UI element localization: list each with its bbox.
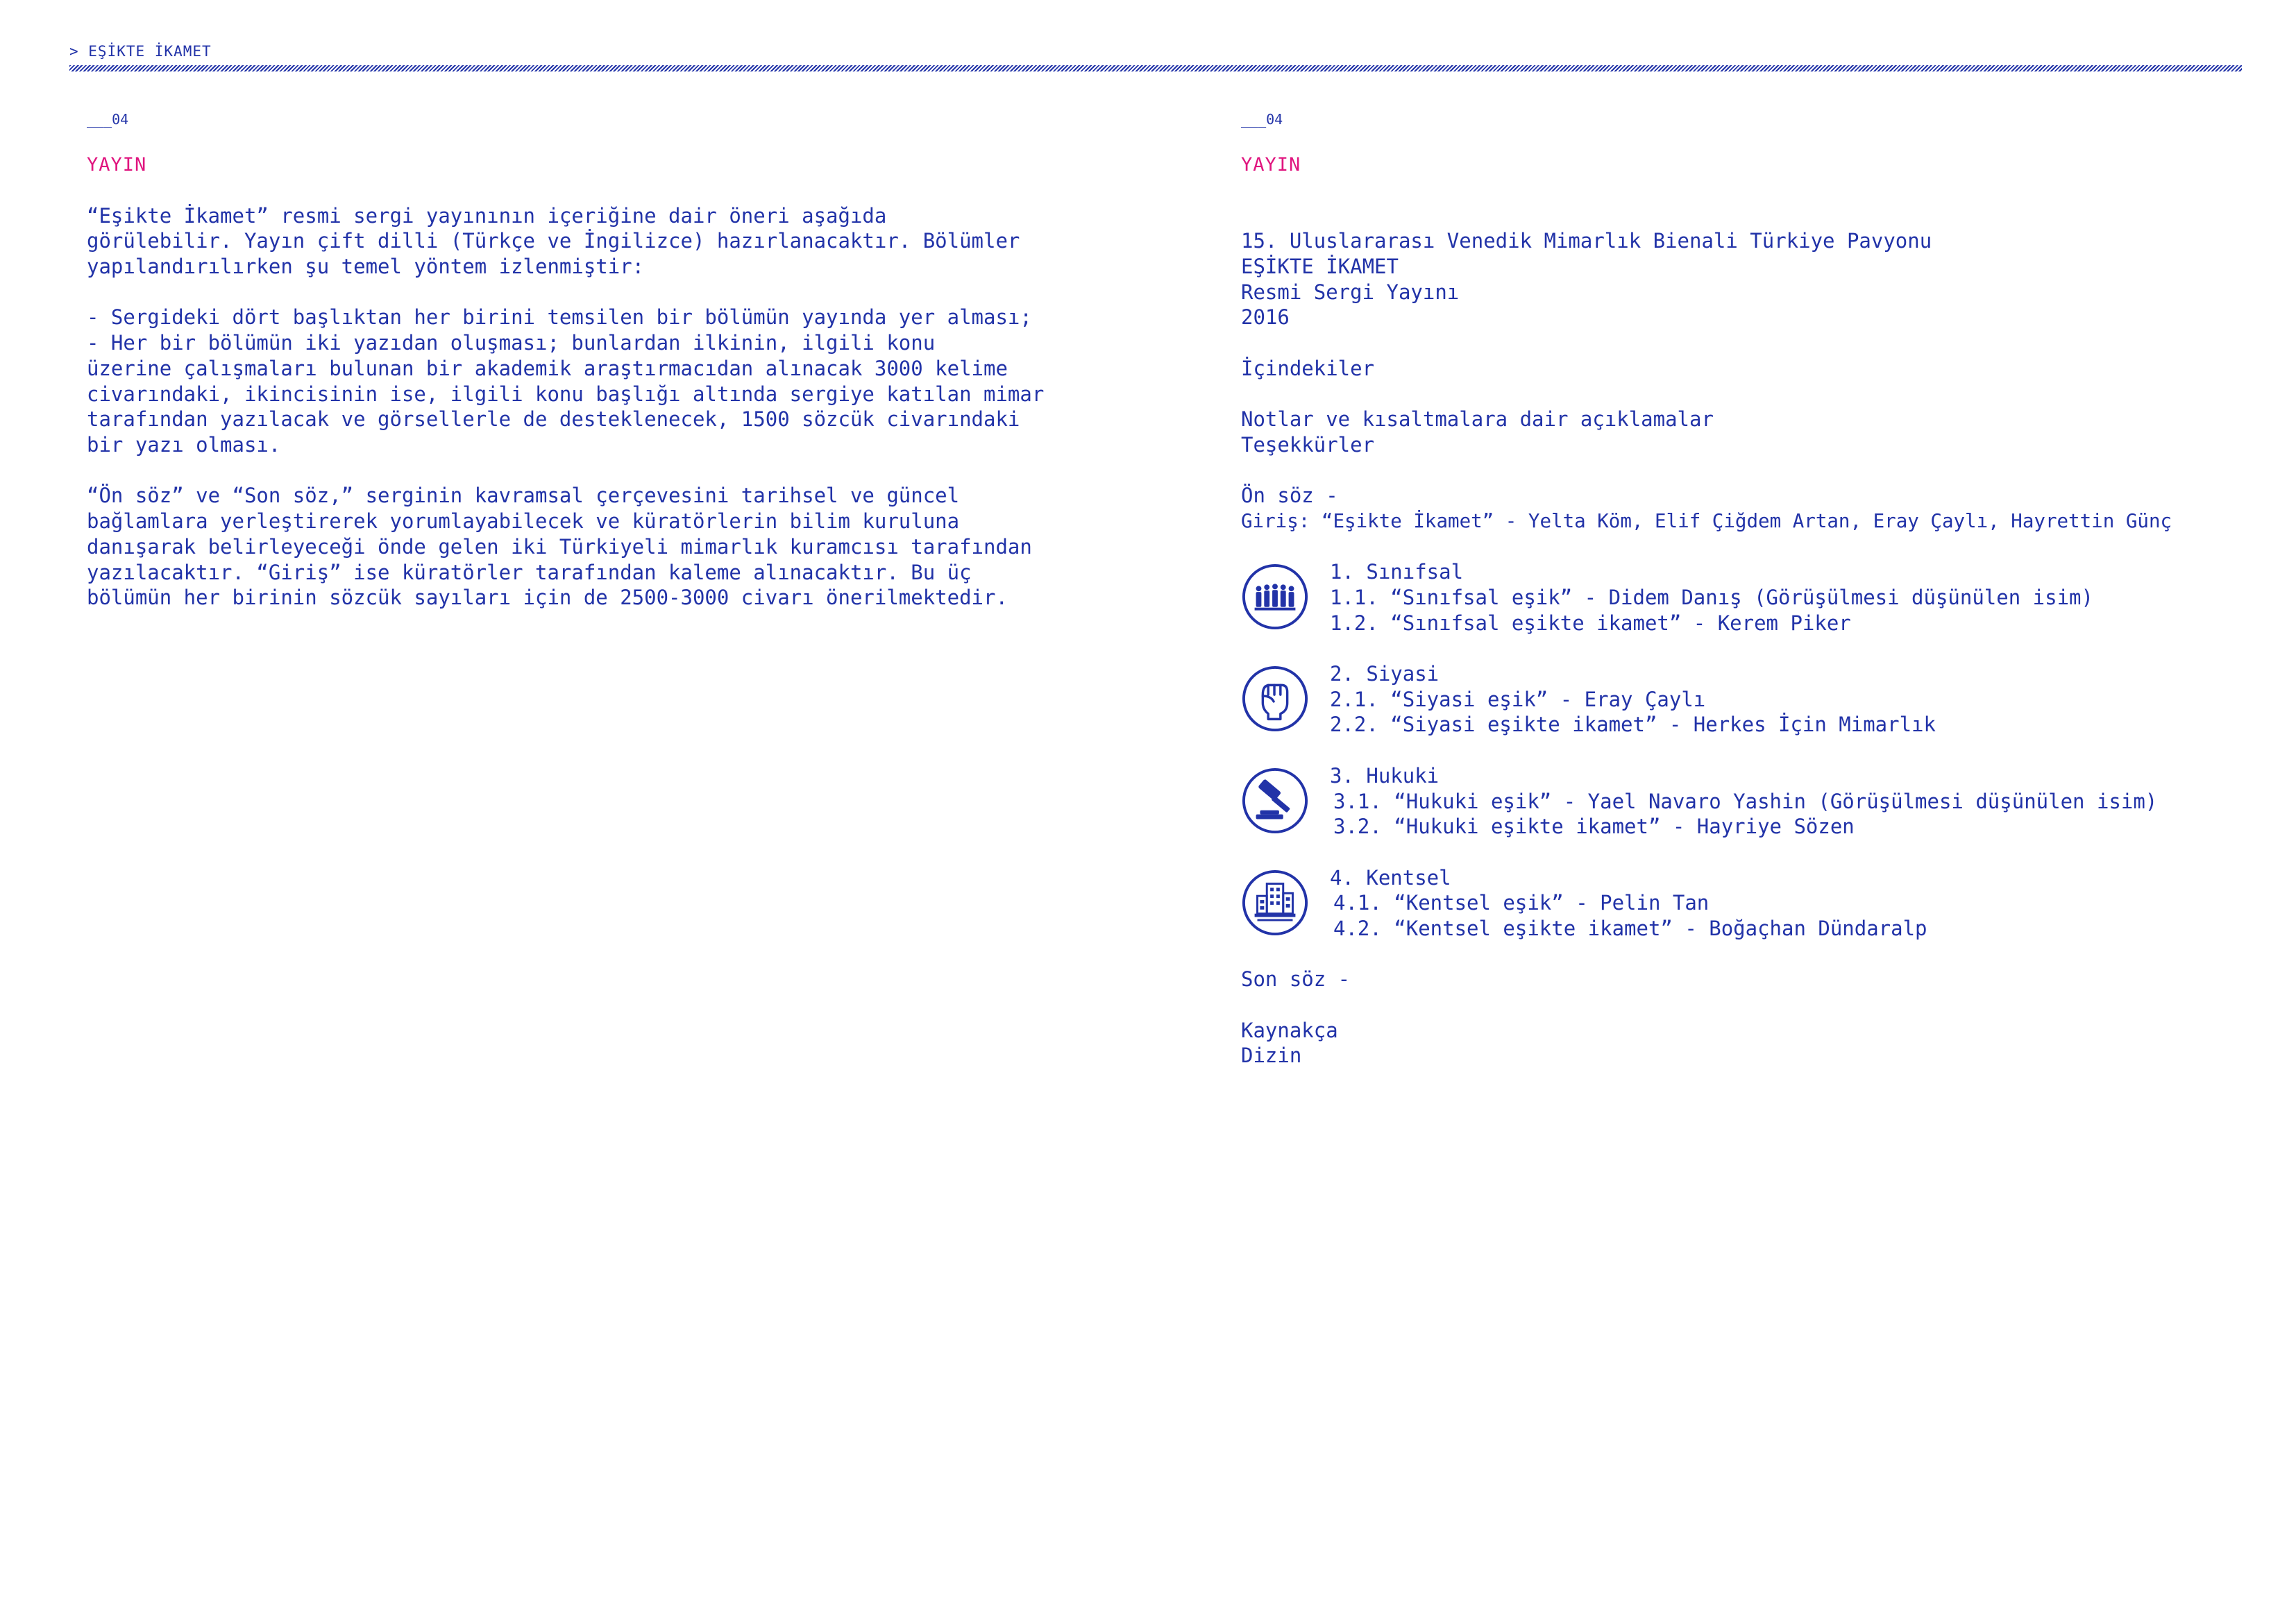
breadcrumb: > EŞİKTE İKAMET <box>69 43 212 60</box>
toc-section-1 <box>1241 559 2240 636</box>
section-title: 2. Siyasi <box>1330 662 1440 686</box>
section-title: 3. Hukuki <box>1330 763 1440 788</box>
gavel-icon <box>1241 767 1309 835</box>
left-page <box>87 105 1128 611</box>
section-item: 3.2. “Hukuki eşikte ikamet” - Hayriye Sözen <box>1333 815 1855 839</box>
section-item: 2.2. “Siyasi eşikte ikamet” - Herkes İçin Mimarlık <box>1330 713 1936 737</box>
section-item: 3.1. “Hukuki eşik” - Yael Navaro Yashin (Görüşülmesi düşünülen isim) <box>1333 789 2158 813</box>
header-rule <box>69 65 2242 71</box>
toc-acknowledgements: Teşekkürler <box>1241 432 1375 457</box>
toc-section-2 <box>1241 661 2240 738</box>
section-title: 4. Kentsel <box>1330 865 1451 890</box>
section-title: 1. Sınıfsal <box>1330 560 1464 584</box>
section-heading: YAYIN <box>87 154 147 176</box>
page-number: ___04 <box>87 111 129 128</box>
section-item: 1.1. “Sınıfsal eşik” - Didem Danış (Görüşülmesi düşünülen isim) <box>1330 586 2093 609</box>
toc-notes: Notlar ve kısaltmalara dair açıklamalar <box>1241 407 1714 432</box>
paragraph-method: - Sergideki dört başlıktan her birini temsilen bir bölümün yayında yer alması; - Her bir bölümün iki yazıdan oluşması; bunlardan ilkinin, ilgili konu üzerine çalışmaları bulunan bir akademik araştırmacıdan alınacak 3000 kelime civarındaki, ikincisinin ise, ilgili konu başlığı altında sergiye katılan mimar tarafından yazılacak ve görsellerle de desteklenecek, 1500 sözcük civarındaki bir yazı olması. <box>87 305 1045 457</box>
page-number: ___04 <box>1241 111 1283 128</box>
toc-introduction: Giriş: “Eşikte İkamet” - Yelta Köm, Elif Çiğdem Artan, Eray Çaylı, Hayrettin Günç <box>1241 509 2172 532</box>
section-item: 4.2. “Kentsel eşikte ikamet” - Boğaçhan Dündaralp <box>1333 916 1927 940</box>
toc-section-3 <box>1241 763 2240 840</box>
publication-type: Resmi Sergi Yayını <box>1241 280 1460 304</box>
crowd-icon <box>1241 563 1309 631</box>
right-page <box>1241 105 2240 1069</box>
paragraph-preface: “Ön söz” ve “Son söz,” serginin kavramsal çerçevesini tarihsel ve güncel bağlamlara yerleştirerek yorumlayabilecek ve küratörlerin bilim kuruluna danışarak belirleyeceği önde gelen iki Türkiyeli mimarlık kuramcısı tarafından yazılacaktır. “Giriş” ise küratörler tarafından kaleme alınacaktır. Bu üç bölümün her birinin sözcük sayıları için de 2500-3000 civarı önerilmektedir. <box>87 484 1032 610</box>
toc-afterword: Son söz - <box>1241 967 1351 992</box>
buildings-icon <box>1241 869 1309 937</box>
toc-preface: Ön söz - <box>1241 484 1338 508</box>
publication-year: 2016 <box>1241 305 1290 330</box>
contents-title: İçindekiler <box>1241 356 1375 380</box>
section-heading: YAYIN <box>1241 154 1301 176</box>
section-item: 4.1. “Kentsel eşik” - Pelin Tan <box>1333 891 1710 915</box>
toc-bibliography: Kaynakça <box>1241 1018 1338 1042</box>
fist-icon <box>1241 665 1309 733</box>
publication-title: 15. Uluslararası Venedik Mimarlık Bienali Türkiye Pavyonu <box>1241 229 1932 253</box>
toc-index: Dizin <box>1241 1044 1302 1068</box>
section-item: 1.2. “Sınıfsal eşikte ikamet” - Kerem Piker <box>1330 611 1851 635</box>
section-item: 2.1. “Siyasi eşik” - Eray Çaylı <box>1330 687 1706 711</box>
exhibition-title: EŞİKTE İKAMET <box>1241 255 1399 279</box>
toc-section-4 <box>1241 865 2240 942</box>
paragraph-intro: “Eşikte İkamet” resmi sergi yayınının içeriğine dair öneri aşağıda görülebilir. Yayın çift dilli (Türkçe ve İngilizce) hazırlanacaktır. Bölümler yapılandırılırken şu temel yöntem izlenmiştir: <box>87 203 1020 279</box>
